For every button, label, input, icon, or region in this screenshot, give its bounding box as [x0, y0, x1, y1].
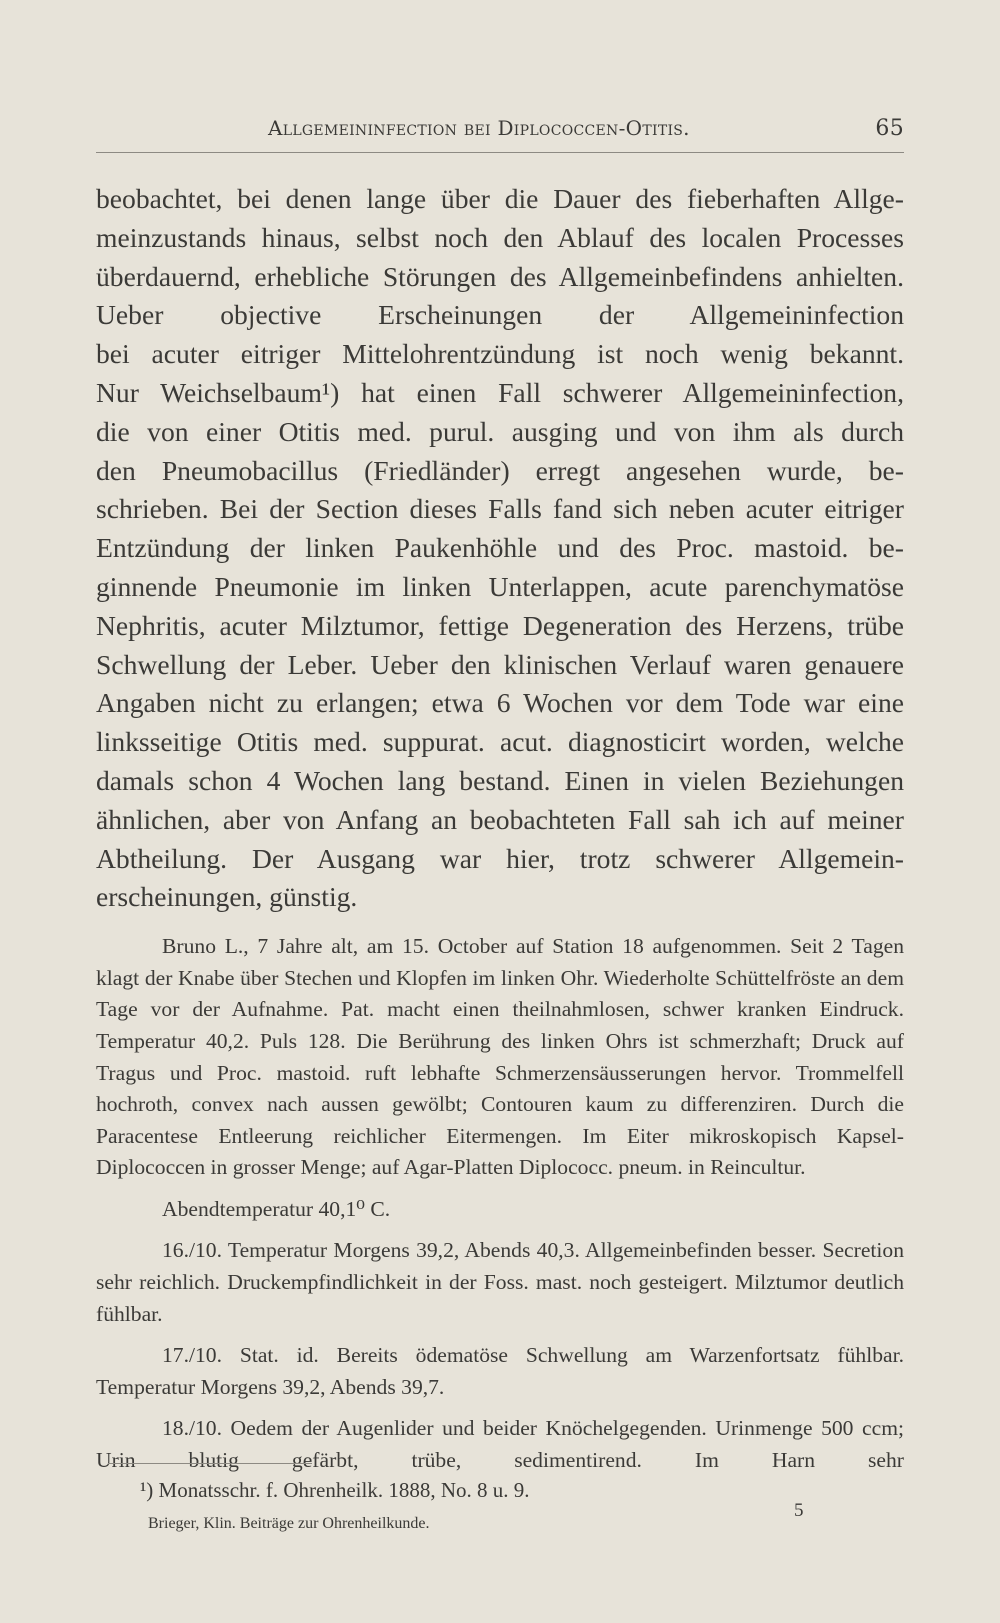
case-report: [96, 931, 904, 1477]
text-line: Ueber objective Erscheinungen der Allgemeininfection: [96, 299, 904, 331]
text-line: Entzündung der linken Paukenhöhle und des Proc. mastoid. be-: [96, 532, 904, 564]
text-line: die von einer Otitis med. purul. ausging und von ihm als durch: [96, 415, 904, 447]
text-line: ginnende Pneumonie im linken Unterlappen, acute parenchymatöse: [96, 570, 904, 602]
running-title: Allgemeininfection bei Diplococcen-Otitis.: [268, 116, 690, 140]
text-line: schrieben. Bei der Section dieses Falls fand sich neben acuter eitriger: [96, 493, 904, 525]
main-text: [96, 180, 904, 1477]
text-line: überdauernd, erhebliche Störungen des Allgemeinbefindens anhielten.: [96, 260, 904, 292]
footnote: ¹) Monatsschr. f. Ohrenheilk. 1888, No. 8 u. 9.: [140, 1478, 530, 1502]
text-line: Abtheilung. Der Ausgang war hier, trotz schwerer Allgemein-: [96, 842, 904, 874]
text-line: Angaben nicht zu erlangen; etwa 6 Wochen vor dem Tode war eine: [96, 687, 904, 719]
paragraph: [96, 180, 904, 917]
text-line: Nephritis, acuter Milztumor, fettige Degeneration des Herzens, trübe: [96, 609, 904, 641]
case-intro: Bruno L., 7 Jahre alt, am 15. October auf Station 18 aufgenommen. Seit 2 Tagen klagt der Knabe über Stechen und Klopfen im linken Ohr. Wiederholte Schüttelfröste an dem Tage vor der Aufnahme. Pat. macht einen theilnahmlosen, schwer kranken Eindruck. Temperatur 40,2. Puls 128. Die Berührung des linken Ohrs ist schmerzhaft; Druck auf Tragus und Proc. mastoid. ruft lebhafte Schmerzensäusserungen hervor. Trommelfell hochroth, convex nach aussen gewölbt; Contouren kaum zu differenziren. Durch die Paracentese Entleerung reichlicher Eitermengen. Im Eiter mikroskopisch Kapsel-Diplococcen in grosser Menge; auf Agar-Platten Diplococc. pneum. in Reincultur.: [96, 934, 904, 1180]
signature-mark: 5: [794, 1500, 804, 1521]
case-entry-17-10: 17./10. Stat. id. Bereits ödematöse Schwellung am Warzenfortsatz fühlbar. Temperatur Morgens 39,2, Abends 39,7.: [96, 1343, 904, 1399]
case-entry-16-10: 16./10. Temperatur Morgens 39,2, Abends 40,3. Allgemeinbefinden besser. Secretion sehr reichlich. Druckempfindlichkeit in der Foss. mast. noch gesteigert. Milztumor deutlich fühlbar.: [96, 1238, 904, 1326]
text-line: meinzustands hinaus, selbst noch den Ablauf des localen Processes: [96, 221, 904, 253]
page-number: 65: [875, 116, 904, 141]
footnote-rule: [108, 1463, 312, 1464]
text-line: den Pneumobacillus (Friedländer) erregt angesehen wurde, be-: [96, 454, 904, 486]
signature-line: Brieger, Klin. Beiträge zur Ohrenheilkunde.: [148, 1515, 430, 1532]
text-line: Nur Weichselbaum¹) hat einen Fall schwerer Allgemeininfection,: [96, 376, 904, 408]
case-evening-temperature: Abendtemperatur 40,1⁰ C.: [162, 1196, 391, 1221]
running-head: [96, 116, 904, 146]
case-entry-18-10: 18./10. Oedem der Augenlider und beider Knöchelgegenden. Urinmenge 500 ccm; Urin blutig gefärbt, trübe, sedimentirend. Im Harn sehr: [96, 1416, 904, 1473]
text-line: bei acuter eitriger Mittelohrentzündung ist noch wenig bekannt.: [96, 338, 904, 370]
text-line: damals schon 4 Wochen lang bestand. Einen in vielen Beziehungen: [96, 764, 904, 796]
text-line: linksseitige Otitis med. suppurat. acut. diagnosticirt worden, welche: [96, 726, 904, 758]
text-line: erscheinungen, günstig.: [96, 881, 358, 913]
header-rule: [96, 152, 904, 153]
text-line: Schwellung der Leber. Ueber den klinischen Verlauf waren genauere: [96, 648, 904, 680]
text-line: ähnlichen, aber von Anfang an beobachteten Fall sah ich auf meiner: [96, 803, 904, 835]
text-line: beobachtet, bei denen lange über die Dauer des fieberhaften Allge-: [96, 183, 904, 214]
